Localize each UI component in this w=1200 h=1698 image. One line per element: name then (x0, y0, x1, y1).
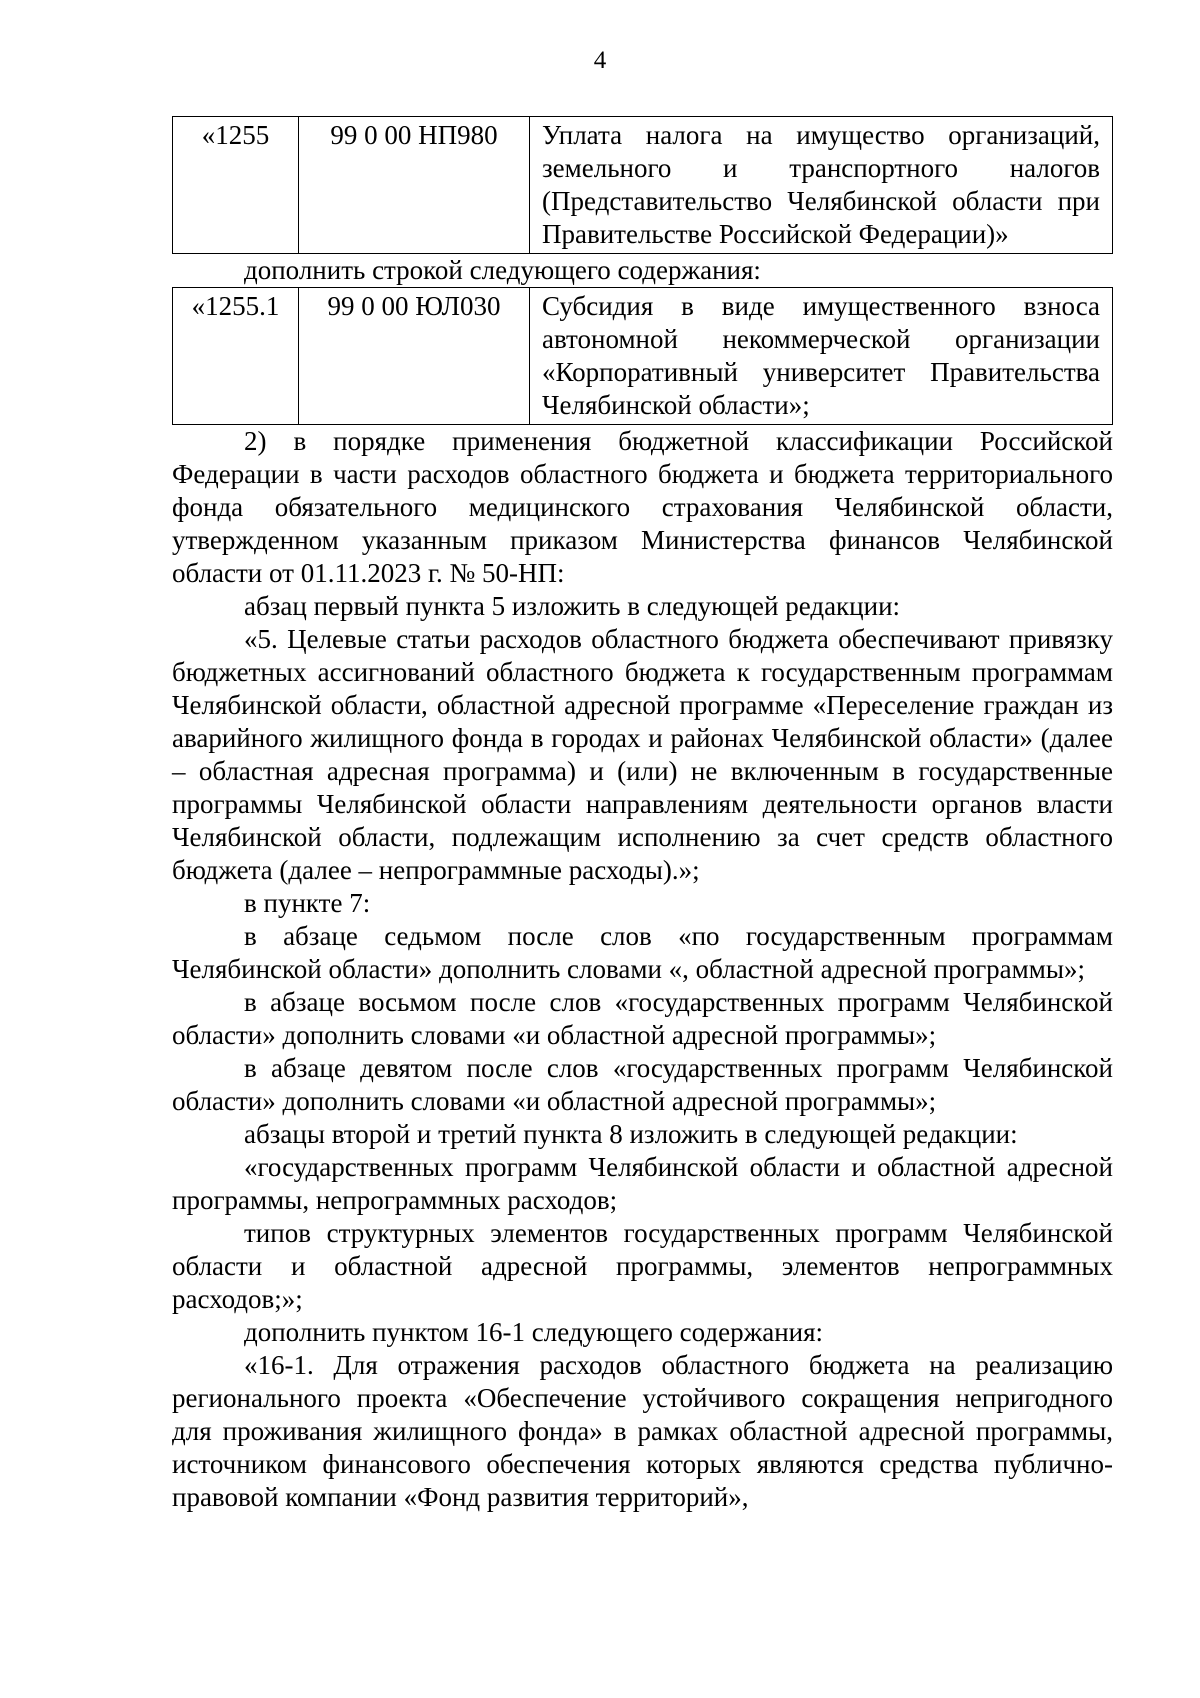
paragraph: типов структурных элементов государственных программ Челябинской области и областной адресной программы, элементов непрограммных расходов;»; (172, 1218, 1113, 1314)
paragraph: «16-1. Для отражения расходов областного бюджета на реализацию регионального проекта «Обеспечение устойчивого сокращения непригодного для проживания жилищного фонда» в рамках областной адресной программы, источником финансового обеспечения которых являются средства публично-правовой компании «Фонд развития территорий», (172, 1350, 1113, 1512)
connector-text: дополнить строкой следующего содержания: (244, 255, 761, 285)
paragraph: в пункте 7: (244, 888, 371, 918)
row-name: Уплата налога на имущество организаций, земельного и транспортного налогов (Представительство Челябинской области при Правительстве Российской Федерации)» (530, 117, 1113, 254)
row-code: «1255 (173, 117, 299, 254)
table-row (173, 288, 1113, 425)
document-body (172, 116, 1113, 1514)
paragraph: в абзаце восьмом после слов «государственных программ Челябинской области» дополнить словами «и областной адресной программы»; (172, 987, 1113, 1050)
paragraph: абзацы второй и третий пункта 8 изложить в следующей редакции: (244, 1119, 1018, 1149)
page-number: 4 (593, 47, 607, 74)
amendment-table-2 (172, 287, 1113, 425)
row-kbk: 99 0 00 ЮЛ030 (299, 288, 530, 425)
paragraph: в абзаце девятом после слов «государственных программ Челябинской области» дополнить словами «и областной адресной программы»; (172, 1053, 1113, 1116)
row-code: «1255.1 (173, 288, 299, 425)
paragraph: 2) в порядке применения бюджетной классификации Российской Федерации в части расходов областного бюджета и бюджета территориального фонда обязательного медицинского страхования Челябинской области, утвержденном указанным приказом Министерства финансов Челябинской области от 01.11.2023 г. № 50-НП: (172, 426, 1113, 588)
paragraph: «государственных программ Челябинской области и областной адресной программы, непрограммных расходов; (172, 1152, 1113, 1215)
paragraph: «5. Целевые статьи расходов областного бюджета обеспечивают привязку бюджетных ассигнований областного бюджета к государственным программам Челябинской области, областной адресной программе «Переселение граждан из аварийного жилищного фонда в городах и районах Челябинской области» (далее – областная адресная программа) и (или) не включенным в государственные программы Челябинской области направлениям деятельности органов власти Челябинской области, подлежащим исполнению за счет средств областного бюджета (далее – непрограммные расходы).»; (172, 624, 1113, 885)
row-name: Субсидия в виде имущественного взноса автономной некоммерческой организации «Корпоративный университет Правительства Челябинской области»; (530, 288, 1113, 425)
paragraph: дополнить пунктом 16-1 следующего содержания: (244, 1317, 824, 1347)
amendment-table-1 (172, 116, 1113, 254)
table-row (173, 117, 1113, 254)
row-kbk: 99 0 00 НП980 (299, 117, 530, 254)
paragraph: в абзаце седьмом после слов «по государственным программам Челябинской области» дополнить словами «, областной адресной программы»; (172, 921, 1113, 984)
paragraph: абзац первый пункта 5 изложить в следующей редакции: (244, 591, 901, 621)
